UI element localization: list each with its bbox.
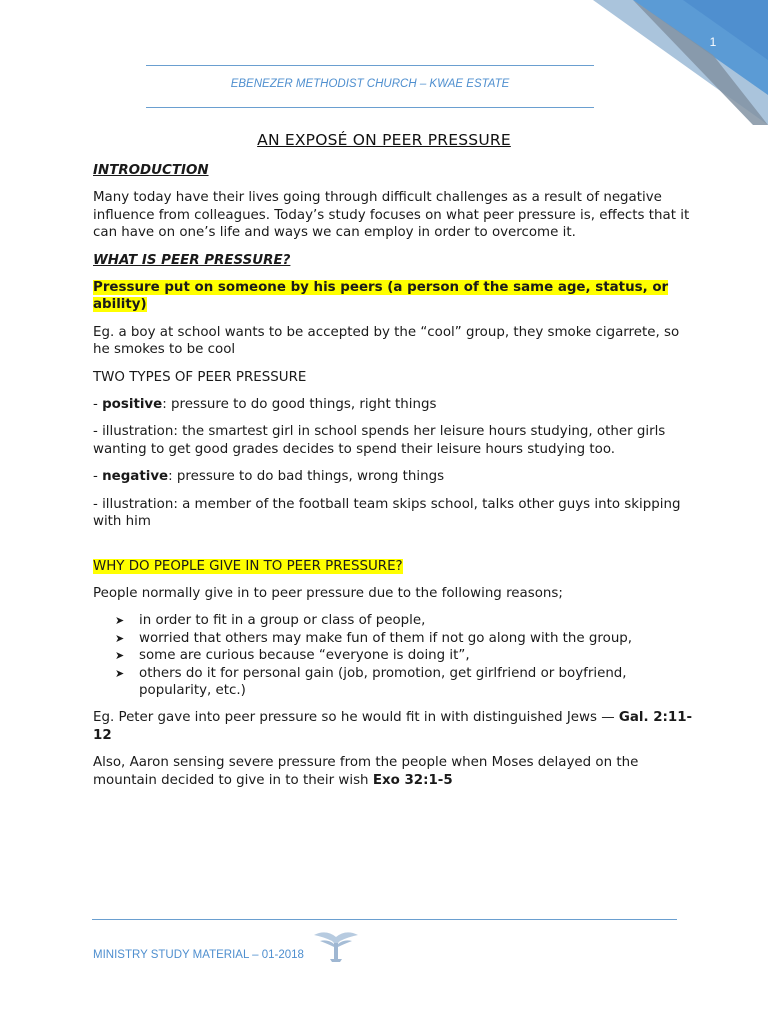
list-item: ➤ others do it for personal gain (job, promotion, get girlfriend or boyfriend, popularity, etc.): [115, 665, 627, 698]
definition-highlight: Pressure put on someone by his peers (a person of the same age, status, or ability): [93, 280, 669, 313]
definition-example: Eg. a boy at school wants to be accepted by the “cool” group, they smoke cigarrete, so he smokes to be cool: [93, 324, 680, 358]
positive-illustration: - illustration: the smartest girl in school spends her leisure hours studying, other girls wanting to get good grades decides to spend their leisure hours studying too.: [93, 424, 666, 457]
negative-type: - negative: pressure to do bad things, wrong things: [93, 469, 445, 485]
list-item: ➤ in order to fit in a group or class of people,: [115, 613, 426, 629]
document-body: [93, 162, 693, 799]
footer-text: MINISTRY STUDY MATERIAL – 01-2018: [93, 949, 304, 961]
arrowhead-bullet-icon: ➤: [115, 666, 125, 680]
arrowhead-bullet-icon: ➤: [115, 614, 125, 628]
header-top-rule: [146, 65, 594, 66]
reasons-list: [93, 612, 693, 699]
positive-type: - positive: pressure to do good things, right things: [93, 397, 437, 413]
what-is-heading: WHAT IS PEER PRESSURE?: [93, 252, 291, 268]
aaron-example: Also, Aaron sensing severe pressure from the people when Moses delayed on the mountain decided to give in to their wish Exo 32:1-5: [93, 755, 639, 788]
header-organization: EBENEZER METHODIST CHURCH – KWAE ESTATE: [230, 78, 510, 90]
positive-label: positive: [102, 397, 163, 413]
corner-decoration: [593, 0, 768, 125]
intro-heading: INTRODUCTION: [93, 163, 209, 178]
church-logo-icon: [310, 927, 362, 963]
why-heading: WHY DO PEOPLE GIVE IN TO PEER PRESSURE?: [93, 558, 403, 574]
arrowhead-bullet-icon: ➤: [115, 631, 125, 645]
document-title: AN EXPOSÉ ON PEER PRESSURE: [257, 131, 511, 149]
definition-paragraph: [93, 279, 693, 314]
list-item: ➤ worried that others may make fun of them if not go along with the group,: [115, 630, 633, 646]
scripture-ref: Gal. 2:11-12: [93, 710, 693, 743]
scripture-ref: Exo 32:1-5: [372, 772, 453, 788]
arrowhead-bullet-icon: ➤: [115, 649, 125, 663]
peter-example: Eg. Peter gave into peer pressure so he would fit in with distinguished Jews — Gal. 2:11-12: [93, 710, 693, 743]
header-bottom-rule: [146, 107, 594, 108]
intro-paragraph: Many today have their lives going through difficult challenges as a result of negative influence from colleagues. Today’s study focuses on what peer pressure is, effects that it can have on one’s life and ways we can employ in order to overcome it.: [93, 190, 690, 241]
footer-rule: [92, 919, 677, 920]
types-heading: TWO TYPES OF PEER PRESSURE: [93, 369, 307, 385]
negative-illustration: - illustration: a member of the football team skips school, talks other guys into skipping with him: [93, 496, 681, 530]
list-item: ➤ some are curious because “everyone is doing it”,: [115, 648, 470, 664]
page-number: 1: [709, 35, 717, 49]
negative-label: negative: [102, 469, 169, 485]
why-intro: People normally give in to peer pressure due to the following reasons;: [93, 585, 563, 601]
